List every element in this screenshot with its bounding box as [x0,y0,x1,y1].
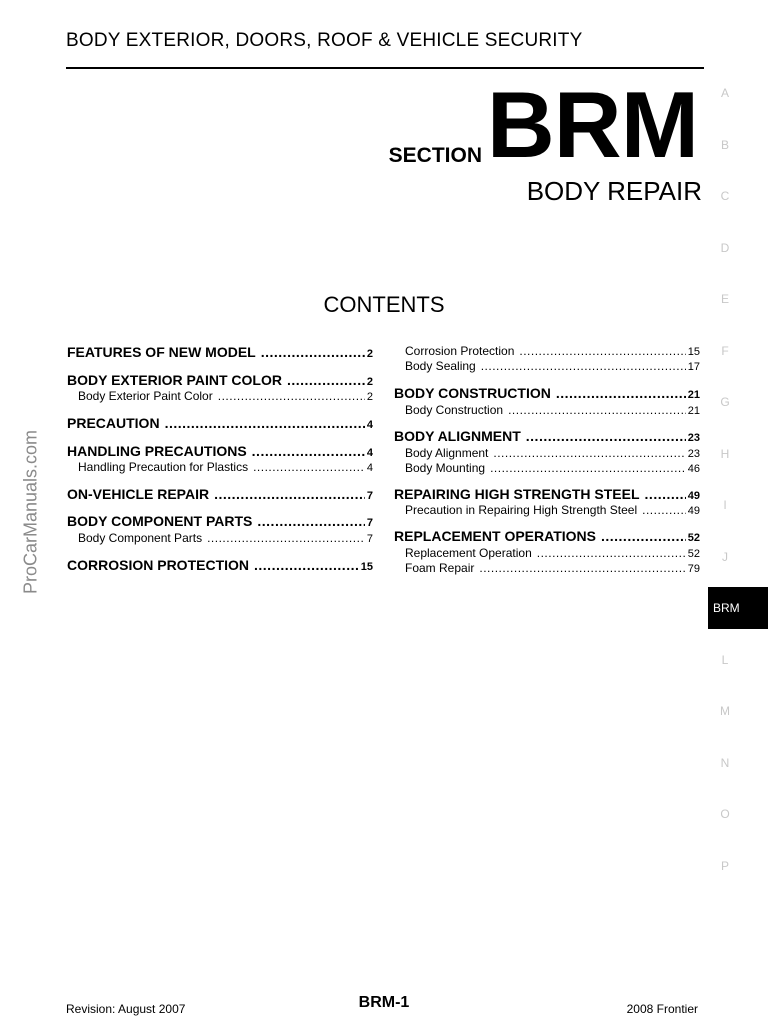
toc-entry-label: FEATURES OF NEW MODEL [67,344,256,360]
toc-leader-dots [645,486,686,502]
toc-entry[interactable] [405,561,700,575]
toc-entry-page: 7 [366,517,373,529]
toc-entry-label: Body Construction [405,403,504,417]
toc-entry[interactable] [67,415,373,431]
toc-entry[interactable] [405,503,700,517]
toc-leader-dots [261,344,365,360]
toc-leader-dots [493,446,685,460]
section-tab-f[interactable]: F [721,343,729,358]
footer-model: 2008 Frontier [626,1002,698,1016]
toc-leader-dots [287,372,365,388]
toc-entry-page: 23 [687,448,700,460]
toc-entry-page: 17 [687,361,700,373]
toc-entry-page: 52 [687,548,700,560]
toc-entry-label: BODY EXTERIOR PAINT COLOR [67,372,282,388]
toc-entry[interactable] [394,385,700,401]
toc-leader-dots [526,428,686,444]
toc-entry-page: 49 [687,505,700,517]
toc-entry[interactable] [405,446,700,460]
toc-leader-dots [253,460,365,474]
toc-entry[interactable] [405,461,700,475]
toc-entry[interactable] [67,557,373,573]
toc-entry-page: 2 [366,391,373,403]
section-tab-p[interactable]: P [720,858,729,873]
toc-entry[interactable] [78,389,373,403]
toc-entry-label: BODY COMPONENT PARTS [67,513,253,529]
section-tab-h[interactable]: H [720,446,730,461]
toc-entry-label: Handling Precaution for Plastics [78,460,249,474]
header-rule [66,67,704,69]
toc-entry-page: 52 [687,532,700,544]
toc-entry-page: 15 [687,346,700,358]
toc-entry-label: ON-VEHICLE REPAIR [67,486,210,502]
toc-entry-page: 4 [366,462,373,474]
section-tab-n[interactable]: N [720,755,730,770]
toc-entry-page: 79 [687,563,700,575]
toc-leader-dots [508,403,686,417]
section-tab-b[interactable]: B [720,137,729,152]
toc-entry-label: CORROSION PROTECTION [67,557,250,573]
toc-entry-page: 2 [366,376,373,388]
section-tab-g[interactable]: G [720,395,730,409]
toc-leader-dots [207,531,365,545]
toc-entry[interactable] [405,359,700,373]
toc-entry-page: 46 [687,463,700,475]
toc-entry-page: 4 [366,447,373,459]
toc-leader-dots [601,528,686,544]
toc-leader-dots [490,461,686,475]
toc-leader-dots [254,557,359,573]
toc-entry-page: 4 [366,419,373,431]
toc-leader-dots [257,513,364,529]
toc-leader-dots [214,486,365,502]
toc-entry-page: 21 [687,389,700,401]
toc-leader-dots [519,344,685,358]
toc-entry[interactable] [67,344,373,360]
toc-leader-dots [479,561,685,575]
toc-entry[interactable] [78,460,373,474]
toc-entry-label: Precaution in Repairing High Strength Steel [405,503,638,517]
toc-entry[interactable] [67,486,373,502]
toc-entry[interactable] [394,486,700,502]
toc-leader-dots [218,389,365,403]
section-tab-m[interactable]: M [720,704,730,718]
toc-entry-label: Foam Repair [405,561,475,575]
toc-entry-label: Body Mounting [405,461,486,475]
section-tab-c[interactable]: C [720,189,730,203]
toc-entry-page: 7 [366,490,373,502]
toc-entry-label: Body Exterior Paint Color [78,389,213,403]
toc-leader-dots [642,503,686,517]
section-tab-a[interactable]: A [720,86,729,100]
toc-entry[interactable] [405,546,700,560]
toc-entry-label: REPAIRING HIGH STRENGTH STEEL [394,486,640,502]
section-tab-brm[interactable]: BRM [708,587,768,629]
toc-leader-dots [252,443,365,459]
toc-entry-page: 23 [687,432,700,444]
section-title: BODY REPAIR [526,176,702,206]
toc-entry-label: BODY CONSTRUCTION [394,385,551,401]
toc-entry-label: PRECAUTION [67,415,160,431]
toc-entry-page: 7 [366,533,373,545]
toc-entry-label: Body Component Parts [78,531,203,545]
section-tab-j[interactable]: J [722,549,728,564]
section-code: BRM [486,72,698,177]
toc-entry[interactable] [405,344,700,358]
toc-leader-dots [165,415,365,431]
toc-entry-page: 15 [360,561,373,573]
section-label: SECTION [388,144,482,167]
section-tab-e[interactable]: E [720,292,729,306]
toc-leader-dots [556,385,686,401]
toc-leader-dots [537,546,686,560]
toc-entry-page: 2 [366,348,373,360]
section-tab-o[interactable]: O [720,807,730,821]
toc-entry[interactable] [394,528,700,544]
toc-entry-label: Replacement Operation [405,546,532,560]
toc-entry[interactable] [67,443,373,459]
watermark: ProCarManuals.com [20,429,41,595]
toc-entry-label: Body Alignment [405,446,489,460]
toc-entry[interactable] [394,428,700,444]
toc-entry-label: HANDLING PRECAUTIONS [67,443,247,459]
toc-entry-label: REPLACEMENT OPERATIONS [394,528,596,544]
toc-entry-label: Body Sealing [405,359,476,373]
header-title: BODY EXTERIOR, DOORS, ROOF & VEHICLE SECURITY [66,30,583,51]
toc-leader-dots [481,359,686,373]
contents-title: CONTENTS [323,292,445,317]
toc-entry-label: Corrosion Protection [405,344,515,358]
toc-entry[interactable] [67,372,373,388]
section-tab-d[interactable]: D [720,240,730,255]
footer-revision: Revision: August 2007 [66,1002,186,1016]
section-tab-i[interactable]: I [723,498,727,512]
footer-page-id: BRM-1 [358,994,410,1011]
toc-entry-page: 21 [687,405,700,417]
toc-entry[interactable] [78,531,373,545]
section-tab-l[interactable]: L [721,652,729,667]
toc-entry-page: 49 [687,490,700,502]
toc-entry-label: BODY ALIGNMENT [394,428,521,444]
toc-entry[interactable] [67,513,373,529]
toc-entry[interactable] [405,403,700,417]
